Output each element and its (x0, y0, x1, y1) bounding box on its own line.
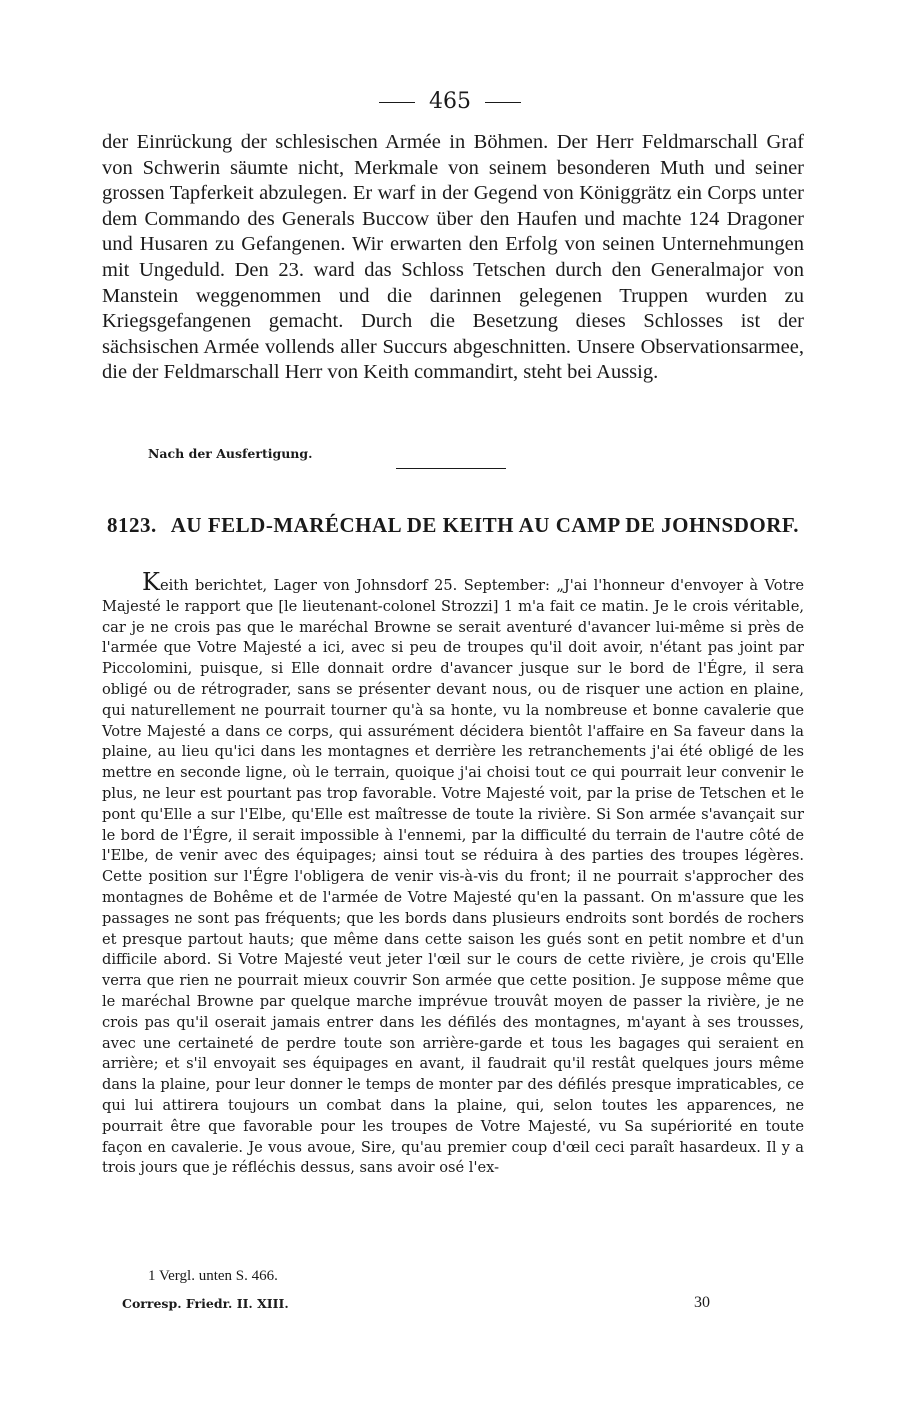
footnote-number: 1 (148, 1268, 156, 1284)
page-number: 465 (0, 88, 900, 116)
dash-right (485, 102, 521, 103)
footnote-text: Vergl. unten S. 466. (158, 1268, 278, 1284)
section-divider (396, 468, 506, 469)
letter-heading (102, 512, 804, 539)
paragraph-german: der Einrückung der schlesischen Armée in Böhmen. Der Herr Feldmarschall Graf von Schwerin säumte nicht, Merkmale von seinem besonderen Muth und seiner grossen Tapferkeit abzulegen. Er warf in der Gegend von Königgrätz ein Corps unter dem Commando des Generals Buccow über den Haufen und machte 124 Dragoner und Husaren zu Gefangenen. Wir erwarten den Erfolg von seinen Unternehmungen mit Ungeduld. Den 23. ward das Schloss Tetschen durch den Generalmajor von Manstein weggenommen und die darinnen gelegenen Truppen wurden zu Kriegsgefangenen gemacht. Durch die Besetzung dieses Schlosses ist der sächsischen Armée vollends aller Succurs abgeschnitten. Unsere Observationsarmee, die der Feldmarschall Herr von Keith commandirt, steht bei Aussig. (102, 131, 804, 384)
footer-signature: 30 (694, 1294, 710, 1311)
drop-cap: K (142, 568, 160, 596)
footer-collection: Corresp. Friedr. II. XIII. (122, 1296, 289, 1311)
letter-text: m'a fait ce matin. Je le crois véritable, car je ne crois pas que le maréchal Browne se serait aventuré d'avancer lui-même si près de l'armée que Votre Majesté a ici, avec si peu de troupes qu'il doit avoir, n'étant pas joint par Piccolomini, puisque, si Elle donnait ordre d'avancer jusque sur le bord de l'Égre, il sera obligé ou de rétrograder, sans se présenter devant nous, ou de risquer une action en plaine, qui naturellement ne pourrait tourner qu'à sa honte, vu la nombreuse et bonne cavalerie que Votre Majesté a dans ce corps, qui assurément décidera bientôt l'affaire en Sa faveur dans la plaine, au lieu qu'ici dans les montagnes et derrière les retranchements j'ai été obligé de les mettre en seconde ligne, où le terrain, quoique j'ai choisi tout ce qui pourrait leur convenir le plus, ne leur est pourtant pas trop favorable. Votre Majesté voit, par la prise de Tetschen et le pont qu'Elle a sur l'Elbe, qu'Elle est maîtresse de toute la rivière. Si Son armée s'avançait sur le bord de l'Égre, il serait impossible à l'ennemi, par la difficulté du terrain de l'autre côté de l'Elbe, de venir avec des équipages; ainsi tout se réduira à des parties des troupes légères. Cette position sur l'Égre l'obligera de venir vis-à-vis du front; il ne pourrait s'approcher des montagnes de Bohême et de l'armée de Votre Majesté qu'en la passant. On m'assure que les passages ne sont pas fréquents; que les bords dans plusieurs endroits sont bordés de rochers et presque partout hauts; que même dans cette saison les gués sont en petit nombre et d'un difficile abord. Si Votre Majesté veut jeter l'œil sur le cours de cette rivière, je crois qu'Elle verra que rien ne pourrait mieux couvrir Son armée que cette position. Je suppose même que le maréchal Browne par quelque marche imprévue trouvât moyen de passer la rivière, je ne crois pas qu'il oserait jamais entrer dans les défilés des montagnes, m'ayant à ses trousses, avec une certaineté de perdre toute son arrière-garde et tous les bagages qui seraient en arrière; et s'il envoyait ses équipages en avant, il faudrait qu'il restât quelques jours même dans la plaine, pour leur donner le temps de monter par des défilés presque impraticables, ce qui lui attirera toujours un combat dans la plaine, qui, selon toutes les apparences, ne pourrait être que favorable pour les troupes de Votre Majesté, vu Sa supériorité en toute façon en cavalerie. Je vous avoue, Sire, qu'au premier coup d'œil ceci paraît hasardeux. Il y a trois jours que je réfléchis dessus, sans avoir osé l'ex- (102, 597, 805, 1177)
letter-intro: eith berichtet, Lager von Johnsdorf 25. September: „J'ai l'honneur d'envoyer à Votre Majesté le rapport que [le lieutenant-colonel Strozzi] (102, 577, 804, 615)
letter-intro-indent (102, 577, 142, 594)
letter-number: 8123. (106, 513, 157, 537)
letter-title: AU FELD-MARÉCHAL DE KEITH AU CAMP DE JOHNSDORF. (170, 513, 800, 537)
footnote-marker: 1 (503, 597, 513, 615)
letter-body (102, 570, 804, 1179)
dash-left (379, 102, 415, 103)
footnote (148, 1268, 278, 1285)
source-note: Nach der Ausfertigung. (148, 446, 313, 461)
